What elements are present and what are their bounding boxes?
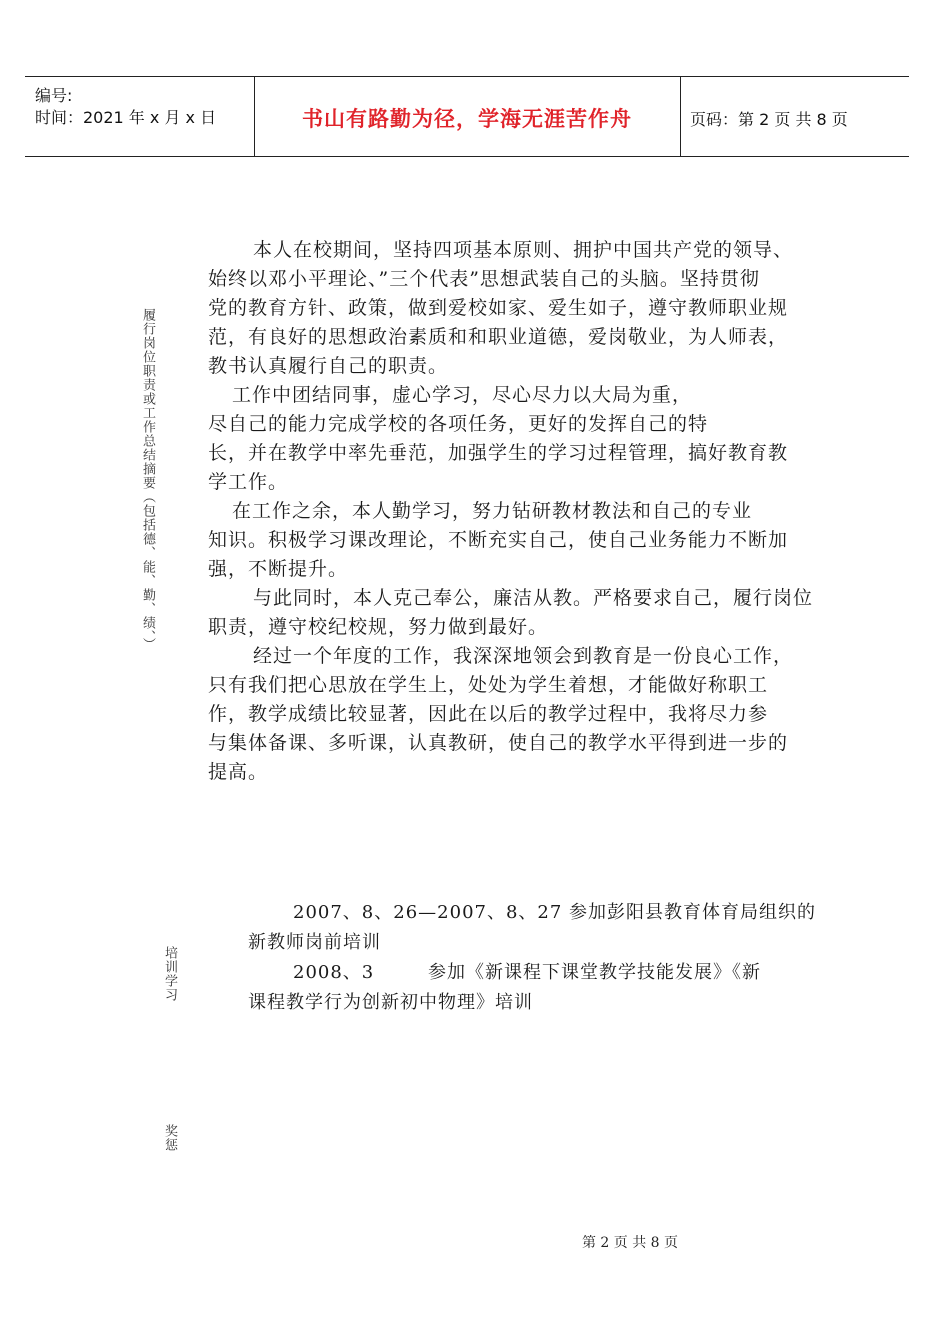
summary-line: 本人在校期间，坚持四项基本原则、拥护中国共产党的领导、 [253, 239, 794, 261]
header-meta-cell [25, 77, 255, 156]
duty-summary-label: 履行岗位职责或工作总结摘要（包括德、能、勤、绩、） [140, 308, 155, 652]
document-number-label: 编号: [35, 86, 73, 105]
training-label: 培训学习 [162, 946, 177, 1002]
summary-line: 党的教育方针、政策，做到爱校如家、爱生如子，遵守教师职业规 [208, 297, 789, 319]
summary-line: 只有我们把心思放在学生上，处处为学生着想，才能做好称职工 [208, 674, 769, 696]
header-page-info: 页码：第 2 页 共 8 页 [690, 110, 848, 129]
summary-line: 强，不断提升。 [208, 558, 349, 580]
training-line: 新教师岗前培训 [248, 932, 381, 953]
summary-line: 作，教学成绩比较显著，因此在以后的教学过程中，我将尽力参 [208, 703, 769, 725]
summary-line: 经过一个年度的工作，我深深地领会到教育是一份良心工作， [253, 645, 794, 667]
training-text [248, 898, 858, 1018]
summary-line: 与集体备课、多听课，认真教研，使自己的教学水平得到进一步的 [208, 732, 789, 754]
summary-line: 长，并在教学中率先垂范，加强学生的学习过程管理，搞好教育教 [208, 442, 789, 464]
header-page-cell [680, 77, 909, 156]
summary-line: 教书认真履行自己的职责。 [208, 355, 449, 377]
summary-line: 职责，遵守校纪校规，努力做到最好。 [208, 616, 549, 638]
page-header [25, 76, 909, 157]
summary-line: 范，有良好的思想政治素质和和职业道德，爱岗敬业，为人师表， [208, 326, 789, 348]
summary-line: 工作中团结同事，虚心学习，尽心尽力以大局为重， [232, 384, 693, 406]
page-footer: 第 2 页 共 8 页 [581, 1235, 679, 1251]
training-line: 2007、8、26—2007、8、27 参加彭阳县教育体育局组织的 [293, 902, 817, 923]
summary-line: 始终以邓小平理论、”三个代表”思想武装自己的头脑。坚持贯彻 [208, 268, 760, 290]
awards-label: 奖惩 [162, 1124, 177, 1152]
summary-line: 与此同时，本人克己奉公，廉洁从教。严格要求自己，履行岗位 [253, 587, 814, 609]
summary-line: 提高。 [208, 761, 269, 783]
summary-line: 在工作之余，本人勤学习，努力钻研教材教法和自己的专业 [232, 500, 753, 522]
header-motto-cell [254, 77, 681, 156]
training-line: 2008、3 参加《新课程下课堂教学技能发展》《新 [293, 962, 762, 983]
header-motto: 书山有路勤为径，学海无涯苦作舟 [302, 107, 632, 131]
training-line: 课程教学行为创新初中物理》培训 [248, 992, 533, 1013]
summary-line: 学工作。 [208, 471, 289, 493]
summary-line: 知识。积极学习课改理论，不断充实自己，使自己业务能力不断加 [208, 529, 789, 551]
document-time-label: 时间：2021 年 x 月 x 日 [35, 108, 217, 127]
summary-line: 尽自己的能力完成学校的各项任务，更好的发挥自己的特 [208, 413, 709, 435]
duty-summary-text [208, 236, 858, 787]
